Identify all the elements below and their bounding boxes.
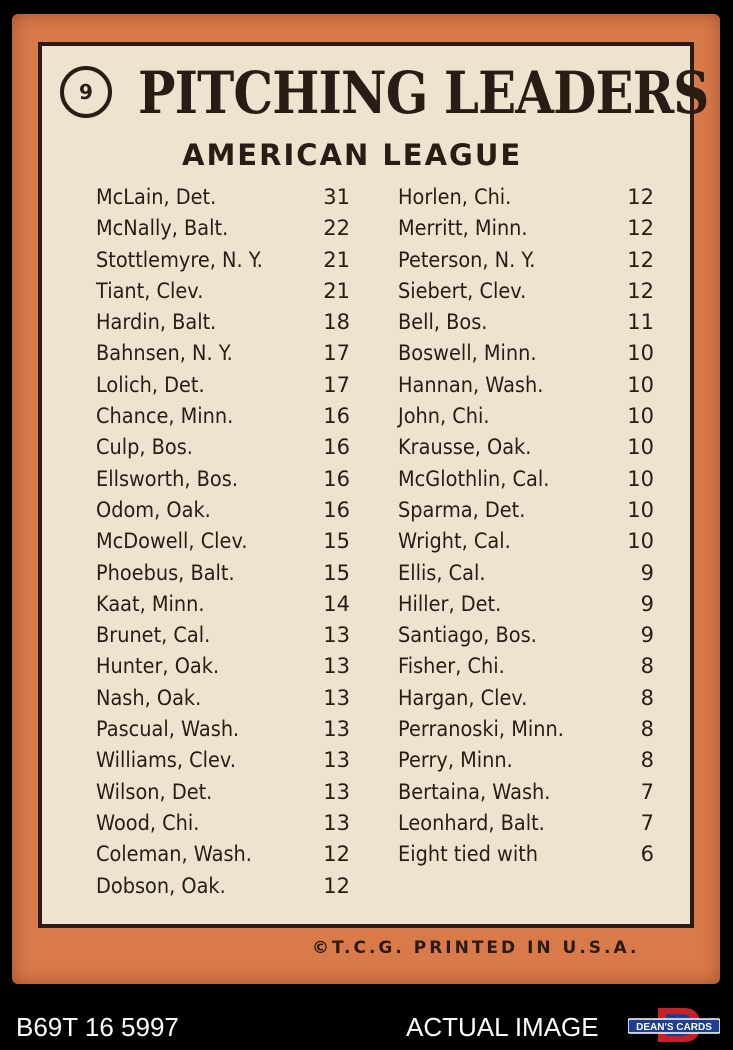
card-number: 9 — [60, 66, 112, 118]
leader-wins: 13 — [323, 810, 350, 835]
leader-wins: 8 — [640, 717, 654, 742]
leader-row — [96, 714, 350, 745]
card-title: PITCHING LEADERS — [138, 59, 709, 127]
leader-name: John, Chi. — [398, 404, 490, 429]
leader-wins: 10 — [627, 529, 654, 554]
leader-wins: 13 — [323, 685, 350, 710]
leader-wins: 12 — [627, 247, 654, 272]
leader-wins: 10 — [627, 497, 654, 522]
leader-row — [398, 589, 654, 620]
leader-name: Fisher, Chi. — [398, 654, 505, 679]
leader-row — [398, 558, 654, 589]
leader-wins: 13 — [323, 779, 350, 804]
card-subtitle: AMERICAN LEAGUE — [182, 138, 523, 172]
leader-row — [96, 432, 350, 463]
leader-name: Bahnsen, N. Y. — [96, 341, 233, 366]
leader-row — [96, 777, 350, 808]
leader-row — [96, 808, 350, 839]
leader-wins: 9 — [640, 560, 654, 585]
leader-name: Merritt, Minn. — [398, 216, 528, 241]
leader-name: Lolich, Det. — [96, 372, 205, 397]
leader-row — [96, 307, 350, 338]
leader-name: Williams, Clev. — [96, 748, 236, 773]
leader-name: Horlen, Chi. — [398, 185, 512, 209]
leader-wins: 10 — [627, 466, 654, 491]
leader-row — [398, 276, 654, 307]
leader-name: Wood, Chi. — [96, 810, 200, 835]
leader-row — [96, 871, 350, 902]
leader-row — [398, 182, 654, 213]
leader-row — [96, 464, 350, 495]
leader-wins: 31 — [323, 185, 350, 209]
leader-name: Pascual, Wash. — [96, 717, 240, 742]
leader-row — [398, 651, 654, 682]
leader-name: Perranoski, Minn. — [398, 717, 564, 742]
leader-name: Perry, Minn. — [398, 748, 513, 773]
leader-name: Dobson, Oak. — [96, 873, 226, 898]
leader-row — [398, 683, 654, 714]
leaders-right-column — [398, 182, 654, 871]
leader-name: Bertaina, Wash. — [398, 779, 551, 804]
leader-wins: 12 — [323, 873, 350, 898]
leader-row — [398, 808, 654, 839]
leader-row — [96, 683, 350, 714]
leader-wins: 15 — [323, 529, 350, 554]
leader-wins: 17 — [323, 372, 350, 397]
leader-wins: 22 — [323, 216, 350, 241]
leader-row — [96, 370, 350, 401]
svg-text:DEAN'S CARDS: DEAN'S CARDS — [636, 1022, 712, 1033]
leader-row — [96, 495, 350, 526]
leader-name: Wilson, Det. — [96, 779, 213, 804]
leader-name: Odom, Oak. — [96, 497, 211, 522]
leader-wins: 16 — [323, 404, 350, 429]
leader-wins: 7 — [640, 810, 654, 835]
leader-wins: 12 — [627, 216, 654, 241]
leader-wins: 8 — [640, 685, 654, 710]
leader-wins: 21 — [323, 278, 350, 303]
leader-row — [398, 495, 654, 526]
leader-wins: 16 — [323, 435, 350, 460]
leaders-left-column — [96, 182, 350, 902]
leader-name: Siebert, Clev. — [398, 278, 527, 303]
leader-wins: 10 — [627, 372, 654, 397]
leader-name: Ellis, Cal. — [398, 560, 486, 585]
leader-name: Phoebus, Balt. — [96, 560, 235, 585]
leader-row — [96, 182, 350, 213]
leader-row — [398, 245, 654, 276]
leader-row — [398, 370, 654, 401]
leader-name: Tiant, Clev. — [96, 278, 204, 303]
baseball-card — [12, 14, 720, 984]
leader-row — [96, 620, 350, 651]
leader-name: Leonhard, Balt. — [398, 810, 545, 835]
leader-wins: 13 — [323, 623, 350, 648]
leader-wins: 13 — [323, 748, 350, 773]
deans-cards-logo-icon — [628, 1006, 720, 1044]
leader-wins: 10 — [627, 404, 654, 429]
leader-wins: 12 — [627, 185, 654, 209]
leader-row — [398, 839, 654, 870]
leader-name: Culp, Bos. — [96, 435, 193, 460]
leader-row — [398, 464, 654, 495]
leader-name: Brunet, Cal. — [96, 623, 211, 648]
leader-row — [96, 401, 350, 432]
leader-name: Santiago, Bos. — [398, 623, 537, 648]
leader-name: Bell, Bos. — [398, 310, 488, 335]
leader-name: Boswell, Minn. — [398, 341, 537, 366]
card-panel — [38, 42, 709, 928]
listing-bar — [0, 1000, 733, 1050]
leader-name: McDowell, Clev. — [96, 529, 248, 554]
leader-row — [398, 526, 654, 557]
copyright-footer: ©T.C.G. PRINTED IN U.S.A. — [312, 938, 640, 958]
leader-row — [96, 558, 350, 589]
leader-wins: 9 — [640, 623, 654, 648]
leader-name: Ellsworth, Bos. — [96, 466, 238, 491]
leader-wins: 16 — [323, 466, 350, 491]
leader-name: Stottlemyre, N. Y. — [96, 247, 263, 272]
leader-row — [398, 338, 654, 369]
leader-name: Wright, Cal. — [398, 529, 511, 554]
leader-wins: 8 — [640, 654, 654, 679]
leader-name: Peterson, N. Y. — [398, 247, 536, 272]
leader-wins: 12 — [627, 278, 654, 303]
actual-image-label: ACTUAL IMAGE — [406, 1012, 599, 1042]
leader-row — [398, 307, 654, 338]
leader-wins: 14 — [323, 591, 350, 616]
leader-wins: 12 — [323, 842, 350, 867]
leader-wins: 10 — [627, 341, 654, 366]
leader-wins: 15 — [323, 560, 350, 585]
leader-row — [96, 213, 350, 244]
inventory-id: B69T 16 5997 — [16, 1012, 179, 1042]
leader-row — [96, 338, 350, 369]
leader-name: Eight tied with — [398, 842, 539, 867]
leader-wins: 16 — [323, 497, 350, 522]
leader-wins: 18 — [323, 310, 350, 335]
leader-wins: 10 — [627, 435, 654, 460]
leader-row — [96, 526, 350, 557]
leader-row — [96, 651, 350, 682]
leader-wins: 7 — [640, 779, 654, 804]
leader-row — [96, 245, 350, 276]
leader-name: Hiller, Det. — [398, 591, 502, 616]
leader-row — [96, 589, 350, 620]
leader-name: McLain, Det. — [96, 185, 217, 209]
leader-row — [398, 213, 654, 244]
leader-name: McNally, Balt. — [96, 216, 229, 241]
leader-name: Hargan, Clev. — [398, 685, 528, 710]
leader-name: Hardin, Balt. — [96, 310, 217, 335]
leader-name: Krausse, Oak. — [398, 435, 532, 460]
leader-row — [96, 276, 350, 307]
leader-wins: 13 — [323, 654, 350, 679]
leader-name: Kaat, Minn. — [96, 591, 205, 616]
leader-wins: 17 — [323, 341, 350, 366]
leader-name: Hannan, Wash. — [398, 372, 544, 397]
leader-row — [398, 714, 654, 745]
leader-name: Chance, Minn. — [96, 404, 234, 429]
leader-row — [96, 839, 350, 870]
leader-row — [398, 432, 654, 463]
leader-row — [398, 620, 654, 651]
leader-row — [398, 777, 654, 808]
leader-name: Coleman, Wash. — [96, 842, 252, 867]
leader-wins: 8 — [640, 748, 654, 773]
leader-wins: 21 — [323, 247, 350, 272]
leader-name: Hunter, Oak. — [96, 654, 220, 679]
leader-name: McGlothlin, Cal. — [398, 466, 550, 491]
leader-row — [96, 745, 350, 776]
leader-row — [398, 401, 654, 432]
leader-wins: 13 — [323, 717, 350, 742]
leader-name: Sparma, Det. — [398, 497, 526, 522]
leader-row — [398, 745, 654, 776]
leader-name: Nash, Oak. — [96, 685, 202, 710]
leader-wins: 11 — [627, 310, 654, 335]
leader-wins: 6 — [640, 842, 654, 867]
leader-wins: 9 — [640, 591, 654, 616]
